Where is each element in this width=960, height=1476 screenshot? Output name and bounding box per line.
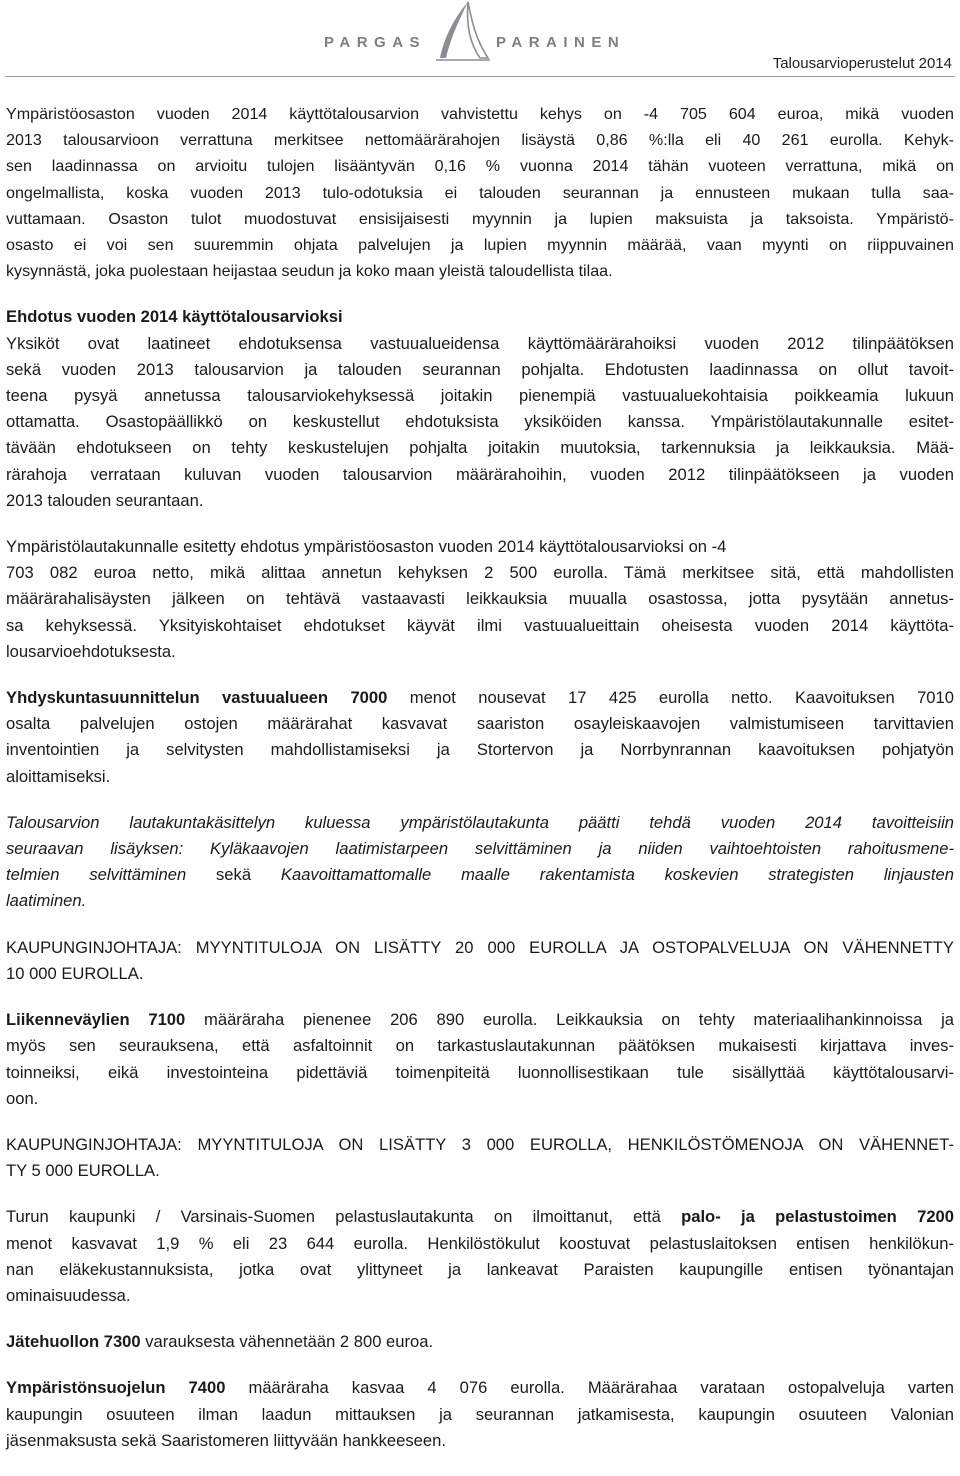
text-line: ongelmallista, koska vuoden 2013 tulo-odotuksia ei talouden seurannan ja ennusteen mukaan tulla saa- — [6, 183, 954, 202]
text-line — [6, 1375, 954, 1401]
text-line: rärahoja verrataan kuluvan vuoden talousarvion määrärahoihin, vuoden 2012 tilinpäätökseen ja vuoden — [6, 464, 954, 484]
text-line: 2013 talousarvioon verrattuna merkitsee nettomäärärahojen lisäystä 0,86 %:lla eli 40 261 eurolla. Kehyk- — [6, 131, 954, 150]
pargas-parainen-logo — [300, 0, 660, 70]
sail-icon — [432, 0, 492, 64]
text-line: kysynnästä, joka puolestaan heijastaa seudun ja koko maan yleistä taloudellista tilaa. — [6, 262, 613, 281]
text-line: aloittamiseksi. — [6, 766, 111, 786]
text-line: KAUPUNGINJOHTAJA: MYYNTITULOJA ON LISÄTTY 20 000 EUROLLA JA OSTOPALVELUJA ON VÄHENNETTY — [6, 937, 954, 957]
text-line: määrärahalisäysten jälkeen on tehtävä vastaavasti leikkauksia muualla osastossa, jotta pysytään annetus- — [6, 589, 954, 609]
proposal-section — [6, 304, 954, 514]
unit-7100-paragraph — [6, 1007, 954, 1112]
text-line: laatiminen. — [6, 891, 87, 911]
text-line — [6, 685, 954, 711]
text-line: vuttamaan. Osaston tulot muodostuvat ensisijaisesti myynnin ja lupien maksuista ja taksoista. Ympäristö- — [6, 209, 954, 228]
board-proposal-paragraph — [6, 534, 954, 665]
text-line: nan eläkekustannuksista, jotka ovat ylittyneet ja lankeavat Paraisten kaupungille entisen työnantajan — [6, 1259, 954, 1279]
text-line: menot kasvavat 1,9 % eli 23 644 eurolla. Henkilöstökulut koostuvat pelastuslaitoksen entisen henkilökun- — [6, 1233, 954, 1253]
header-divider — [5, 76, 955, 77]
document-title: Talousarvioperustelut 2014 — [772, 55, 952, 72]
text-line: teena pysyä annetussa talousarviokehyksessä joitakin pienempiä vastuualuekohtaisia poikkeamia lukuun — [6, 386, 954, 406]
text-run: Turun kaupunki / Varsinais-Suomen pelastuslautakunta on ilmoittanut, että — [6, 1207, 682, 1227]
text-line: osasto ei voi sen suuremmin ohjata palvelujen ja lupien myynnin määrää, vaan myynti on riippuvainen — [6, 236, 954, 255]
text-line: inventointien ja selvitysten mahdollistamiseksi ja Stortervon ja Norrbynrannan kaavoituksen pohjatyön — [6, 740, 954, 760]
text-line: tävään ehdotukseen on tehty keskustelujen pohjalta joitakin muutoksia, tarkennuksia ja leikkauksia. Mää- — [6, 438, 954, 458]
unit-7000-title: Yhdyskuntasuunnittelun vastuualueen 7000 — [6, 688, 388, 708]
text-run: varauksesta vähennetään 2 800 euroa. — [140, 1332, 434, 1352]
board-note-paragraph — [6, 810, 954, 915]
unit-7300-paragraph — [6, 1329, 954, 1355]
page-header — [0, 0, 960, 84]
text-line: Ympäristöosaston vuoden 2014 käyttötalousarvion vahvistettu kehys on -4 705 604 euroa, mikä vuoden — [6, 105, 954, 123]
text-line: Yksiköt ovat laatineet ehdotuksensa vastuualueidensa käyttömäärärahoiksi vuoden 2012 tilinpäätöksen — [6, 333, 954, 353]
mayor-note-2 — [6, 1132, 954, 1184]
intro-paragraph — [6, 101, 954, 284]
text-line: myös sen seurauksena, että asfaltoinnit on tarkastuslautakunnan päätöksen mukaisesti kirjattava inves- — [6, 1036, 954, 1056]
text-line: sen laadinnassa on arvioitu tulojen lisääntyvän 0,16 % vuonna 2014 tähän vuoteen verrattuna, mikä on — [6, 157, 954, 176]
mayor-note-1 — [6, 935, 954, 987]
text-line: sa kehyksessä. Yksityiskohtaiset ehdotukset käyvät ilmi vastuualueittain oheisesta vuoden 2014 käyttöta- — [6, 615, 954, 635]
text-line: Ympäristölautakunnalle esitetty ehdotus ympäristöosaston vuoden 2014 käyttötalousarvioksi on -4 — [6, 537, 727, 557]
text-line — [6, 1007, 954, 1033]
text-line: sekä vuoden 2013 talousarvion ja talouden seurannan pohjalta. Ehdotusten laadinnassa on ollut tavoit- — [6, 359, 954, 379]
text-line: toinneiksi, eikä investointeina pidettäviä toimenpiteitä luonnollisestikaan tule sisällyttää käyttötalousarvi- — [6, 1062, 954, 1082]
text-line: KAUPUNGINJOHTAJA: MYYNTITULOJA ON LISÄTTY 3 000 EUROLLA, HENKILÖSTÖMENOJA ON VÄHENNET- — [6, 1134, 954, 1154]
document-body — [6, 101, 954, 1474]
text-line: 2013 talouden seurantaan. — [6, 490, 204, 510]
unit-7100-title: Liikenneväylien 7100 — [6, 1010, 186, 1030]
text-run: Kaavoittamattomalle maalle rakentamista koskevien strategisten linjausten — [280, 865, 954, 885]
unit-7300-title: Jätehuollon 7300 — [6, 1332, 141, 1352]
unit-7400-paragraph — [6, 1375, 954, 1454]
text-line: oon. — [6, 1088, 39, 1108]
unit-7200-paragraph — [6, 1204, 954, 1309]
text-line: Talousarvion lautakuntakäsittelyn kuluessa ympäristölautakunta päätti tehdä vuoden 2014 tavoitteisiin — [6, 812, 954, 832]
unit-7200-title: palo- ja pelastustoimen 7200 — [681, 1207, 955, 1227]
text-run: telmien selvittäminen — [6, 865, 187, 885]
text-line: ottamatta. Osastopäällikkö on keskustellut ehdotuksista yksiköiden kanssa. Ympäristölautakunnalle esitet- — [6, 412, 954, 432]
text-line — [6, 1329, 954, 1355]
text-line: TY 5 000 EUROLLA. — [6, 1161, 160, 1181]
text-line: kaupungin osuuteen ilman laadun mittauksen ja seurannan jatkamisesta, kaupungin osuuteen Valonian — [6, 1404, 954, 1424]
text-line: jäsenmaksusta sekä Saaristomeren liittyvään hankkeeseen. — [6, 1430, 446, 1450]
text-line — [6, 1204, 954, 1230]
unit-7000-paragraph — [6, 685, 954, 790]
text-line — [6, 862, 954, 888]
unit-7400-title: Ympäristönsuojelun 7400 — [6, 1378, 226, 1398]
text-run: määräraha kasvaa 4 076 eurolla. Määrärahaa varataan ostopalveluja varten — [225, 1378, 954, 1398]
text-line: seuraavan lisäyksen: Kyläkaavojen laatimistarpeen selvittäminen ja niiden vaihtoehtoisten rahoitusmene- — [6, 839, 954, 859]
logo-text-pargas: PARGAS — [324, 34, 427, 51]
text-line: 10 000 EUROLLA. — [6, 963, 144, 983]
logo-text-parainen: PARAINEN — [496, 34, 626, 51]
text-run: menot nousevat 17 425 eurolla netto. Kaavoituksen 7010 — [387, 688, 954, 708]
text-line: osalta palvelujen ostojen määrärahat kasvavat saariston osayleiskaavojen valmistumiseen tarvittavien — [6, 714, 954, 734]
text-line: ominaisuudessa. — [6, 1285, 131, 1305]
text-run: sekä — [186, 865, 281, 885]
section-heading: Ehdotus vuoden 2014 käyttötalousarvioksi — [6, 307, 343, 327]
text-run: määräraha pienenee 206 890 eurolla. Leikkauksia on tehty materiaalihankinnoissa ja — [185, 1010, 954, 1030]
text-line: 703 082 euroa netto, mikä alittaa annetun kehyksen 2 500 eurolla. Tämä merkitsee sitä, että mahdollisten — [6, 563, 954, 583]
text-line: lousarvioehdotuksesta. — [6, 641, 176, 661]
